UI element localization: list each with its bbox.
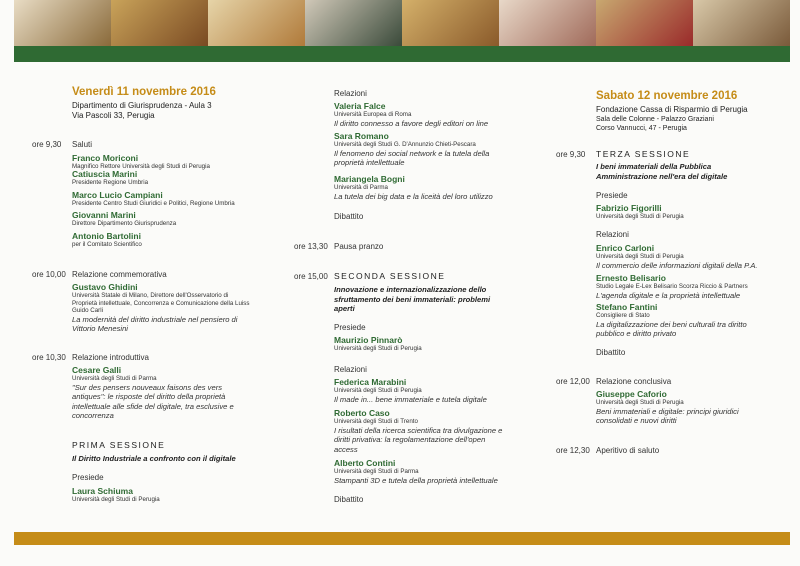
conclusiva-time: ore 12,00 — [556, 377, 590, 386]
talk-title: diritti privativa: la regolamentazione dell'open — [334, 435, 486, 444]
seconda-chair — [334, 335, 422, 353]
talk-title: intellettuale alle sfide del digitale, tra esclusive e — [72, 401, 234, 411]
day2-date: Sabato 12 novembre 2016 — [596, 90, 738, 102]
speaker-affiliation: Studio Legale E-Lex Belisario Scorza Riccio & Partners — [596, 283, 748, 290]
talk — [596, 302, 791, 339]
speaker-affiliation: Università degli Studi G. D'Annunzio Chieti-Pescara — [334, 141, 476, 148]
speaker-affiliation: Università degli Studi di Perugia — [334, 387, 422, 394]
talk-title: Stampanti 3D e tutela della proprietà intellettuale — [334, 475, 498, 485]
talk — [334, 458, 534, 485]
seconda-time: ore 15,00 — [294, 272, 328, 281]
banner-tile — [693, 0, 790, 46]
banner-tile — [305, 0, 402, 46]
header-banner-image — [14, 0, 790, 46]
prima-presiede-label: Presiede — [72, 473, 104, 482]
day2-venue — [596, 105, 748, 133]
speaker-name: Franco Moriconi — [72, 153, 139, 163]
talk-title: proprietà intellettuale — [334, 158, 405, 167]
prima-chair — [72, 486, 160, 504]
saluti-speakers — [72, 153, 277, 249]
talk — [334, 101, 534, 128]
speaker — [72, 210, 277, 231]
speaker-name: Laura Schiuma — [72, 486, 133, 496]
speaker-name: Catiuscia Marini — [72, 169, 138, 179]
intro-block — [72, 365, 282, 421]
speaker-name: Federica Marabini — [334, 377, 407, 387]
speaker-affiliation: Università degli Studi di Perugia — [334, 345, 422, 352]
speaker-affiliation: Presidente Regione Umbria — [72, 179, 149, 186]
talk — [334, 174, 534, 201]
speaker — [72, 190, 277, 210]
speaker — [72, 153, 277, 169]
talk-title: access — [334, 444, 358, 454]
speaker-affiliation: Università degli Studi di Parma — [72, 375, 157, 382]
speaker-name: Gustavo Ghidini — [72, 282, 138, 292]
speaker-affiliation: Consigliere di Stato — [596, 312, 650, 319]
intro-label: Relazione introduttiva — [72, 353, 149, 362]
relazioni-label: Relazioni — [596, 230, 629, 239]
venue-line: Via Pascoli 33, Perugia — [72, 111, 155, 120]
speaker-affiliation: Università degli Studi di Perugia — [596, 253, 684, 260]
aperitivo-label: Aperitivo di saluto — [596, 446, 660, 455]
venue-line: Fondazione Cassa di Risparmio di Perugia — [596, 105, 748, 114]
relazioni-label: Relazioni — [334, 365, 367, 374]
speaker-affiliation: Proprietà intellettuale, Concorrenza e Comunicazione della Luiss — [72, 299, 250, 307]
banner-tile — [208, 0, 305, 46]
terza-sessione-title — [596, 162, 786, 181]
speaker — [72, 231, 277, 249]
terza-sessione-heading: TERZA SESSIONE — [596, 149, 691, 159]
speaker-name: Stefano Fantini — [596, 302, 658, 312]
saluti-label: Saluti — [72, 140, 93, 149]
day1-venue — [72, 101, 212, 121]
talk-title: "Sur des pensers nouveaux faisons des vers — [72, 382, 223, 392]
terza-presiede-label: Presiede — [596, 191, 628, 200]
session-title-line: aperti — [334, 304, 355, 313]
talk-title: Il commercio delle informazioni digitali della P.A. — [596, 260, 758, 270]
talk — [596, 273, 791, 300]
conclusiva-label: Relazione conclusiva — [596, 377, 672, 386]
talk — [334, 408, 534, 454]
talk-title: Beni immateriali e digitale: principi giuridici — [596, 406, 739, 416]
talk-title: Il made in... bene immateriale e tutela digitale — [334, 394, 487, 404]
terza-time: ore 9,30 — [556, 150, 586, 159]
speaker-name: Sara Romano — [334, 131, 389, 141]
talk-title: La modernità del diritto industriale nel pensiero di — [72, 314, 238, 324]
talk — [334, 377, 534, 404]
seconda-sessione-heading: SECONDA SESSIONE — [334, 271, 446, 281]
session-title-line: sfruttamento dei beni immateriali: problemi — [334, 294, 491, 304]
venue-line: Dipartimento di Giurisprudenza - Aula 3 — [72, 101, 212, 110]
speaker-affiliation: Università di Parma — [334, 184, 388, 191]
talk-title: antiques": le risposte del diritto della proprietà — [72, 392, 226, 401]
speaker-name: Enrico Carloni — [596, 243, 655, 253]
aperitivo-time: ore 12,30 — [556, 446, 590, 455]
saluti-time: ore 9,30 — [32, 140, 62, 149]
banner-tile — [596, 0, 693, 46]
talk-title: I risultati della ricerca scientifica tra divulgazione e — [334, 425, 503, 435]
banner-tile — [402, 0, 499, 46]
venue-line: Corso Vannucci, 47 - Perugia — [596, 125, 687, 132]
prima-sessione-title: Il Diritto Industriale a confronto con il digitale — [72, 454, 236, 463]
speaker-affiliation: Direttore Dipartimento Giurisprudenza — [72, 220, 177, 227]
talk-title: concorrenza — [72, 411, 114, 420]
session-title-line: Innovazione e internazionalizzazione dello — [334, 285, 487, 294]
seconda-sessione-title — [334, 285, 534, 314]
talk-title: Il diritto connesso a favore degli editori on line — [334, 118, 489, 128]
speaker — [72, 169, 277, 190]
dibattito-label: Dibattito — [334, 212, 364, 221]
speaker-name: Giovanni Marini — [72, 210, 136, 220]
speaker-affiliation: per il Comitato Scientifico — [72, 241, 142, 248]
speaker-affiliation: Università Europea di Roma — [334, 111, 412, 118]
green-divider-bar — [14, 46, 790, 62]
speaker-affiliation: Guido Carli — [72, 307, 103, 314]
speaker-affiliation: Università degli Studi di Perugia — [72, 496, 160, 503]
talk-title: L'agenda digitale e la proprietà intellettuale — [596, 290, 741, 300]
commem-time: ore 10,00 — [32, 270, 66, 279]
commem-label: Relazione commemorativa — [72, 270, 167, 279]
talk-title: La tutela dei big data e la liceità del loro utilizzo — [334, 191, 493, 201]
speaker-name: Marco Lucio Campiani — [72, 190, 163, 200]
banner-tile — [111, 0, 208, 46]
conclusiva-block — [596, 389, 791, 426]
speaker-affiliation: Università degli Studi di Perugia — [596, 399, 684, 406]
relazioni-label: Relazioni — [334, 89, 367, 98]
speaker-name: Giuseppe Caforio — [596, 389, 667, 399]
speaker-name: Fabrizio Figorilli — [596, 203, 662, 213]
speaker-name: Mariangela Bogni — [334, 174, 405, 184]
talk-title: Vittorio Menesini — [72, 324, 128, 333]
pranzo-time: ore 13,30 — [294, 242, 328, 251]
speaker-name: Cesare Galli — [72, 365, 122, 375]
talk-title: pubblico e diritto privato — [596, 329, 677, 338]
talk — [334, 131, 534, 168]
banner-tile — [14, 0, 111, 46]
speaker-name: Ernesto Belisario — [596, 273, 666, 283]
speaker-name: Maurizio Pinnarò — [334, 335, 403, 345]
speaker-affiliation: Università degli Studi di Parma — [334, 468, 419, 475]
speaker-affiliation: Università degli Studi di Perugia — [596, 213, 684, 220]
session-title-line: Amministrazione nell'era del digitale — [596, 171, 728, 181]
speaker-affiliation: Università Statale di Milano, Direttore dell'Osservatorio di — [72, 292, 229, 299]
pranzo-label: Pausa pranzo — [334, 242, 384, 251]
speaker-name: Antonio Bartolini — [72, 231, 141, 241]
day1-date: Venerdì 11 novembre 2016 — [72, 86, 216, 98]
dibattito-label: Dibattito — [596, 348, 626, 357]
talk — [596, 243, 791, 270]
talk-title: La digitalizzazione dei beni culturali tra diritto — [596, 319, 747, 329]
seconda-presiede-label: Presiede — [334, 323, 366, 332]
speaker-affiliation: Magnifico Rettore Università degli Studi di Perugia — [72, 163, 210, 170]
speaker-affiliation: Presidente Centro Studi Giuridici e Politici, Regione Umbria — [72, 200, 235, 207]
session-title-line: I beni immateriali della Pubblica — [596, 162, 712, 171]
talk-title: Il fenomeno dei social network e la tutela della — [334, 148, 490, 158]
speaker-affiliation: Università degli Studi di Trento — [334, 418, 418, 425]
terza-chair — [596, 203, 684, 221]
venue-line: Sala delle Colonne - Palazzo Graziani — [596, 116, 714, 123]
intro-time: ore 10,30 — [32, 353, 66, 362]
gold-footer-bar — [14, 532, 790, 545]
talk-title: consolidati e nuovi diritti — [596, 416, 677, 425]
speaker-name: Roberto Caso — [334, 408, 390, 418]
speaker-name: Valeria Falce — [334, 101, 386, 111]
prima-sessione-heading: PRIMA SESSIONE — [72, 440, 166, 450]
dibattito-label: Dibattito — [334, 495, 364, 504]
banner-tile — [499, 0, 596, 46]
speaker-name: Alberto Contini — [334, 458, 396, 468]
commem-block — [72, 282, 282, 334]
